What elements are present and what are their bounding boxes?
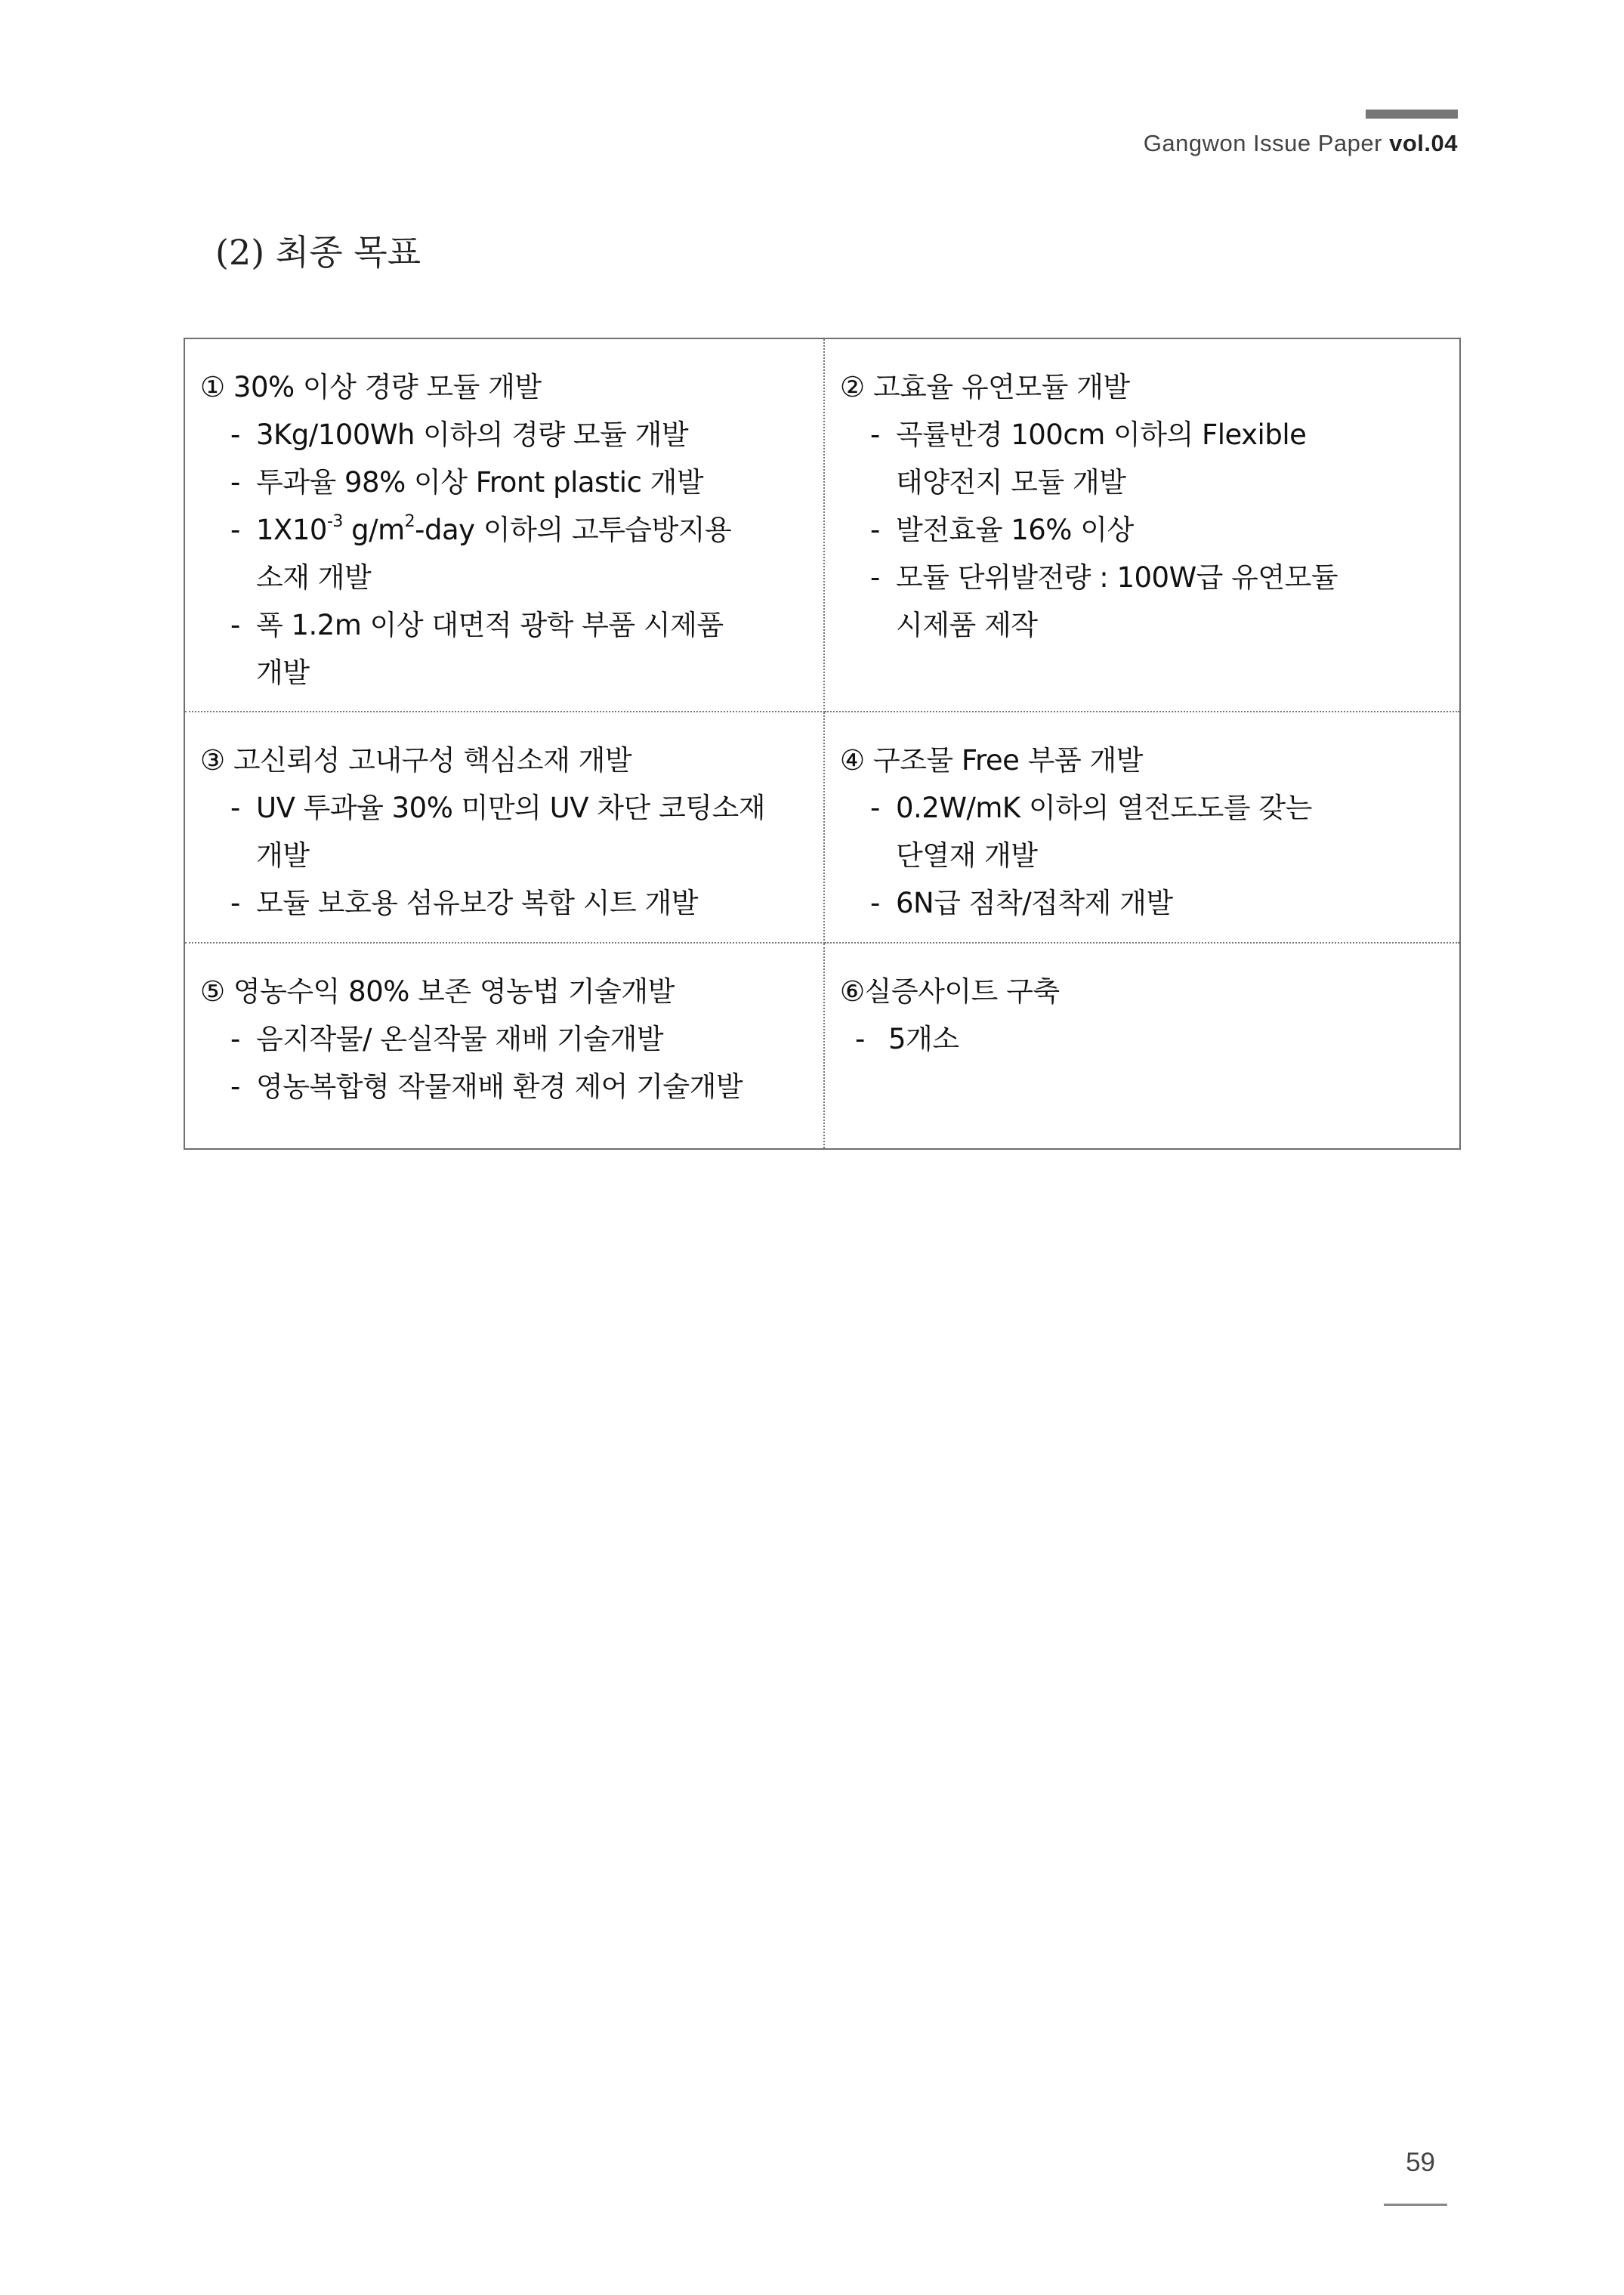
- bullet-dash: -: [855, 1023, 865, 1055]
- bullet-dash: -: [870, 419, 880, 451]
- section-title: (2) 최종 목표: [215, 232, 421, 273]
- goal-cell-6: [825, 944, 1459, 1148]
- goal-item-text: 모듈 보호용 섬유보강 복합 시트 개발: [256, 887, 698, 919]
- goal-item-text: 모듈 단위발전량 : 100W급 유연모듈: [896, 561, 1338, 594]
- goal-item: [840, 554, 1459, 649]
- goal-item: [840, 1015, 1459, 1063]
- goal-item-text: 5개소: [888, 1023, 959, 1055]
- goal-item: [200, 601, 823, 697]
- goals-table: [184, 338, 1461, 1150]
- volume-label: vol.04: [1389, 130, 1458, 156]
- bullet-dash: -: [230, 466, 240, 499]
- goal-item: [840, 784, 1459, 879]
- goal-cell-2: [825, 339, 1459, 712]
- goal-item: [840, 411, 1459, 506]
- goal-heading: ⑥실증사이트 구축: [840, 975, 1060, 1008]
- goal-item-continuation: 개발: [256, 656, 310, 689]
- goal-item: [200, 506, 823, 601]
- goal-item-text: UV 투과율 30% 미만의 UV 차단 코팅소재: [256, 792, 765, 824]
- goal-item-text: 영농복합형 작물재배 환경 제어 기술개발: [256, 1070, 743, 1103]
- item-text-part: 1X10: [256, 514, 327, 546]
- goal-heading: ① 30% 이상 경량 모듈 개발: [200, 371, 542, 403]
- goal-heading: ③ 고신뢰성 고내구성 핵심소재 개발: [200, 744, 632, 777]
- goal-item-continuation: 태양전지 모듈 개발: [896, 466, 1126, 499]
- goal-item-text: 폭 1.2m 이상 대면적 광학 부품 시제품: [256, 609, 724, 641]
- goal-cell-1: [185, 339, 825, 712]
- series-name: Gangwon Issue Paper: [1143, 130, 1382, 156]
- goal-item-text: [256, 511, 732, 546]
- goal-item-continuation: 개발: [256, 839, 310, 872]
- item-text-part: g/m: [342, 514, 405, 546]
- goal-item: [200, 459, 823, 506]
- footer-rule: [1384, 2204, 1447, 2206]
- bullet-dash: -: [230, 609, 240, 641]
- bullet-dash: -: [230, 1070, 240, 1103]
- page-number: 59: [1406, 2148, 1435, 2177]
- bullet-dash: -: [870, 561, 880, 594]
- goal-item: [200, 879, 823, 927]
- goal-item: [840, 506, 1459, 554]
- bullet-dash: -: [870, 792, 880, 824]
- goal-item-continuation: 소재 개발: [256, 561, 372, 594]
- bullet-dash: -: [230, 419, 240, 451]
- bullet-dash: -: [230, 1023, 240, 1055]
- goal-item-continuation: 시제품 제작: [896, 609, 1038, 641]
- goal-item-text: 음지작물/ 온실작물 재배 기술개발: [256, 1023, 664, 1055]
- bullet-dash: -: [230, 792, 240, 824]
- goal-heading: ② 고효율 유연모듈 개발: [840, 371, 1130, 403]
- exponent: -3: [326, 511, 343, 531]
- header-accent-bar: [1366, 110, 1458, 119]
- bullet-dash: -: [870, 887, 880, 919]
- goal-heading: ⑤ 영농수익 80% 보존 영농법 기술개발: [200, 975, 675, 1008]
- goal-cell-4: [825, 712, 1459, 944]
- goal-item: [200, 411, 823, 459]
- exponent: 2: [404, 511, 415, 531]
- bullet-dash: -: [230, 887, 240, 919]
- goal-cell-3: [185, 712, 825, 944]
- goal-item: [200, 1063, 823, 1110]
- goal-heading: ④ 구조물 Free 부품 개발: [840, 744, 1143, 777]
- goal-item-text: 투과율 98% 이상 Front plastic 개발: [256, 466, 704, 499]
- goal-item-text: 0.2W/mK 이하의 열전도도를 갖는: [896, 792, 1312, 824]
- running-header: [1144, 130, 1458, 157]
- goal-item-text: 6N급 점착/접착제 개발: [896, 887, 1173, 919]
- item-text-part: -day 이하의 고투습방지용: [415, 514, 732, 546]
- goal-item: [200, 784, 823, 879]
- goal-item-text: 곡률반경 100cm 이하의 Flexible: [896, 419, 1307, 451]
- goal-item: [200, 1015, 823, 1063]
- goal-item-text: 3Kg/100Wh 이하의 경량 모듈 개발: [256, 419, 689, 451]
- goal-item-continuation: 단열재 개발: [896, 839, 1038, 872]
- goal-cell-5: [185, 944, 825, 1148]
- goal-item-text: 발전효율 16% 이상: [896, 514, 1134, 546]
- bullet-dash: -: [230, 514, 240, 546]
- goal-item: [840, 879, 1459, 927]
- bullet-dash: -: [870, 514, 880, 546]
